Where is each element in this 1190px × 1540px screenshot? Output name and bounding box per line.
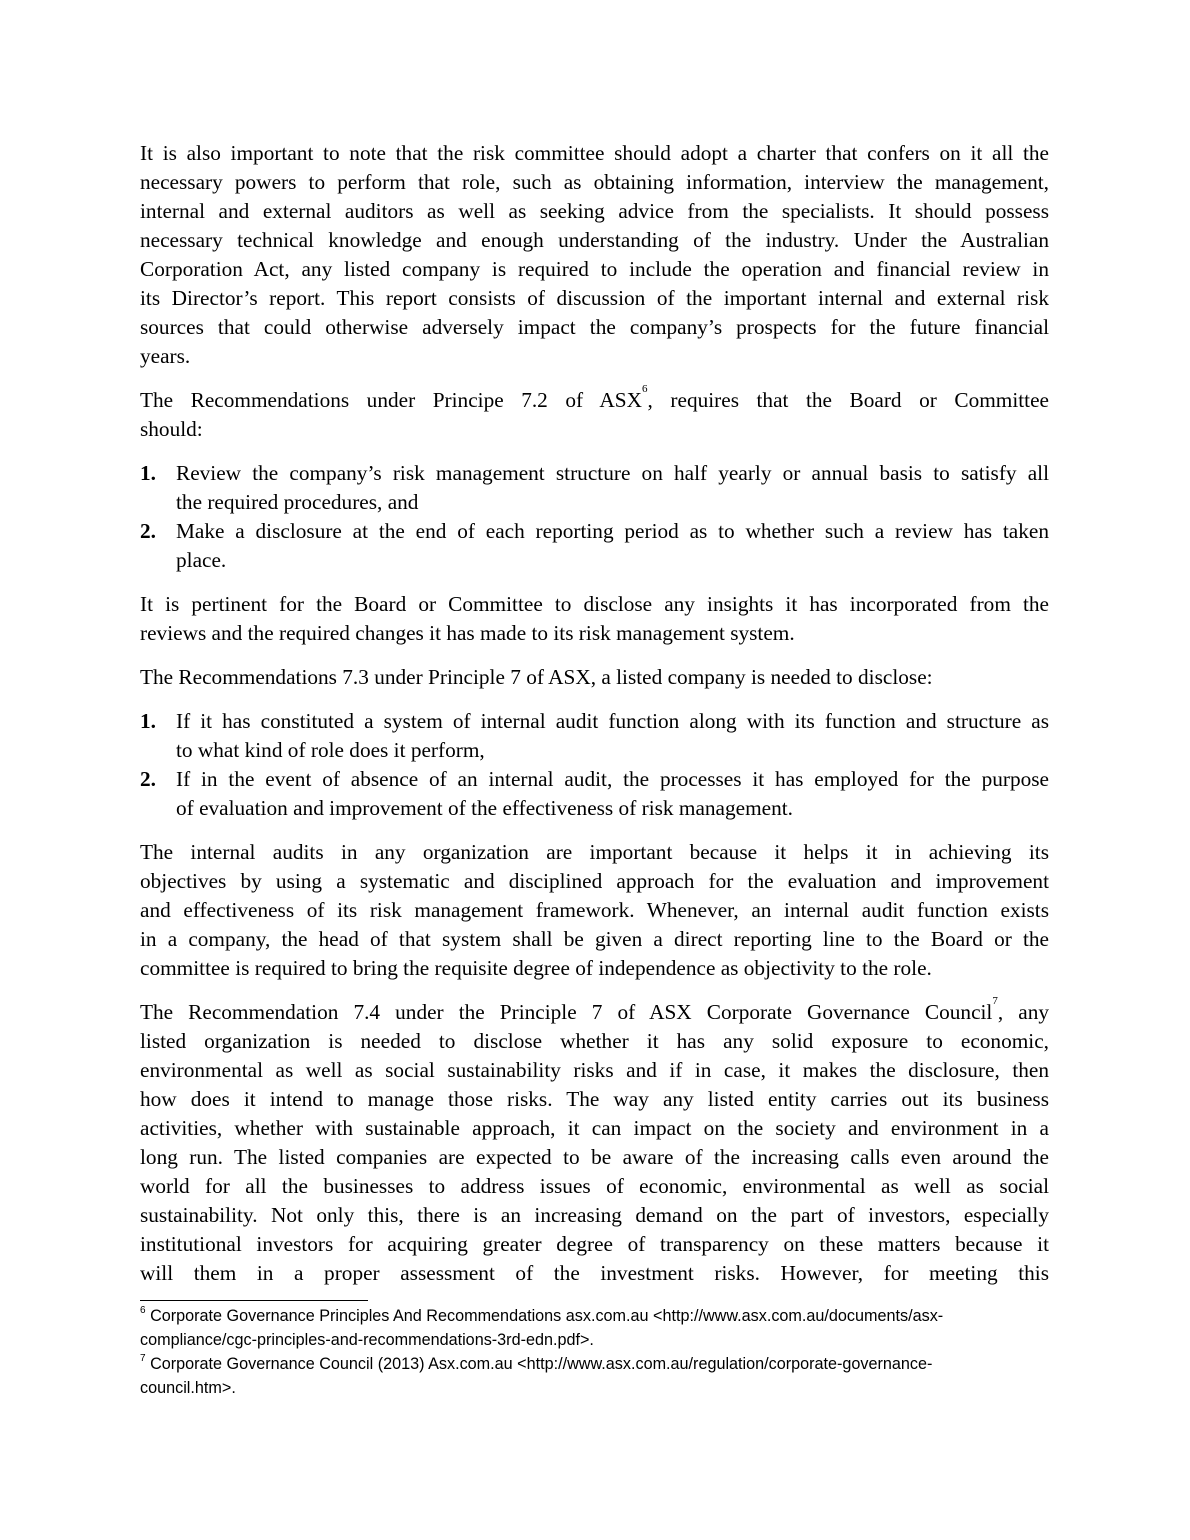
footnote-ref-6[interactable]: 6	[642, 383, 648, 395]
text-line: sustainability. Not only this, there is an increasing demand on the part of investors, especially	[140, 1203, 1049, 1227]
footnote-line[interactable]: council.htm>.	[140, 1379, 236, 1397]
list-item	[140, 707, 1049, 765]
text-line: listed organization is needed to disclose whether it has any solid exposure to economic,	[140, 1029, 1049, 1053]
text-line	[140, 995, 1049, 1027]
text-line: place.	[176, 548, 227, 572]
text-line: objectives by using a systematic and disciplined approach for the evaluation and improvement	[140, 869, 1049, 893]
text-segment: , any	[997, 1000, 1049, 1024]
text-line: The internal audits in any organization are important because it helps it in achieving its	[140, 840, 1049, 864]
footnote-ref-7[interactable]: 7	[992, 995, 998, 1007]
footnote-6	[140, 1304, 1040, 1352]
text-line: sources that could otherwise adversely impact the company’s prospects for the future financial	[140, 315, 1049, 339]
footnote-7	[140, 1352, 1040, 1400]
list-item	[140, 459, 1049, 517]
text-line: internal and external auditors as well as seeking advice from the specialists. It should possess	[140, 199, 1049, 223]
list-number: 1.	[140, 461, 156, 485]
text-line: should:	[140, 417, 203, 441]
footnote-number: 6	[140, 1305, 146, 1316]
footnote-separator	[140, 1300, 368, 1301]
footnote-number: 7	[140, 1353, 146, 1364]
footnote-text[interactable]: Corporate Governance Principles And Recommendations asx.com.au <http://www.asx.com.au/documents/asx-	[150, 1307, 944, 1325]
list-item	[140, 517, 1049, 575]
footnotes	[140, 1304, 1040, 1400]
text-line: world for all the businesses to address issues of economic, environmental as well as social	[140, 1174, 1049, 1198]
text-segment: The Recommendation 7.4 under the Principle 7 of ASX Corporate Governance Council	[140, 1000, 993, 1024]
text-line: and effectiveness of its risk management framework. Whenever, an internal audit function exists	[140, 898, 1049, 922]
footnote-line	[140, 1304, 1040, 1328]
text-line: environmental as well as social sustainability risks and if in case, it makes the disclosure, then	[140, 1058, 1049, 1082]
footnote-text[interactable]: Corporate Governance Council (2013) Asx.com.au <http://www.asx.com.au/regulation/corporate-governance-	[150, 1355, 933, 1373]
numbered-list-principle-7-2	[140, 459, 1049, 575]
paragraph-risk-committee-charter	[140, 139, 1049, 371]
text-line: of evaluation and improvement of the effectiveness of risk management.	[176, 796, 794, 820]
text-line: The Recommendations 7.3 under Principle 7 of ASX, a listed company is needed to disclose:	[140, 665, 933, 689]
document-body	[140, 139, 1049, 1303]
text-line: It is pertinent for the Board or Committee to disclose any insights it has incorporated from the	[140, 592, 1049, 616]
paragraph-board-insights	[140, 590, 1049, 648]
text-line: necessary powers to perform that role, such as obtaining information, interview the management,	[140, 170, 1049, 194]
paragraph-principle-7-3	[140, 663, 1049, 692]
text-line: the required procedures, and	[176, 490, 419, 514]
text-line: will them in a proper assessment of the investment risks. However, for meeting this	[140, 1261, 1049, 1285]
text-line: necessary technical knowledge and enough understanding of the industry. Under the Australian	[140, 228, 1049, 252]
text-line: Make a disclosure at the end of each reporting period as to whether such a review has taken	[176, 519, 1049, 543]
footnote-line	[140, 1352, 1040, 1376]
list-number: 2.	[140, 519, 156, 543]
numbered-list-principle-7-3	[140, 707, 1049, 823]
text-line	[140, 383, 1050, 415]
text-line: its Director’s report. This report consists of discussion of the important internal and external risk	[140, 286, 1049, 310]
text-line: reviews and the required changes it has made to its risk management system.	[140, 621, 795, 645]
text-line: long run. The listed companies are expected to be aware of the increasing calls even around the	[140, 1145, 1049, 1169]
text-line: years.	[140, 344, 191, 368]
text-line: institutional investors for acquiring greater degree of transparency on these matters because it	[140, 1232, 1049, 1256]
text-line: how does it intend to manage those risks. The way any listed entity carries out its business	[140, 1087, 1049, 1111]
text-line: It is also important to note that the risk committee should adopt a charter that confers on it all the	[140, 141, 1049, 165]
paragraph-principle-7-4	[140, 995, 1049, 1288]
text-line: Review the company’s risk management structure on half yearly or annual basis to satisfy all	[176, 461, 1049, 485]
text-line: If it has constituted a system of internal audit function along with its function and structure as	[176, 709, 1049, 733]
text-line: Corporation Act, any listed company is required to include the operation and financial review in	[140, 257, 1049, 281]
list-item	[140, 765, 1049, 823]
list-number: 2.	[140, 767, 156, 791]
text-line: committee is required to bring the requisite degree of independence as objectivity to the role.	[140, 956, 932, 980]
list-number: 1.	[140, 709, 156, 733]
text-segment: , requires that the Board or Committee	[647, 388, 1050, 412]
paragraph-principle-7-2	[140, 383, 1050, 444]
paragraph-internal-audits	[140, 838, 1049, 983]
text-line: in a company, the head of that system shall be given a direct reporting line to the Board or the	[140, 927, 1049, 951]
text-segment: The Recommendations under Principe 7.2 of ASX	[140, 388, 643, 412]
text-line: If in the event of absence of an internal audit, the processes it has employed for the purpose	[176, 767, 1049, 791]
footnote-line[interactable]: compliance/cgc-principles-and-recommendations-3rd-edn.pdf>.	[140, 1331, 594, 1349]
text-line: to what kind of role does it perform,	[176, 738, 485, 762]
text-line: activities, whether with sustainable approach, it can impact on the society and environment in a	[140, 1116, 1049, 1140]
